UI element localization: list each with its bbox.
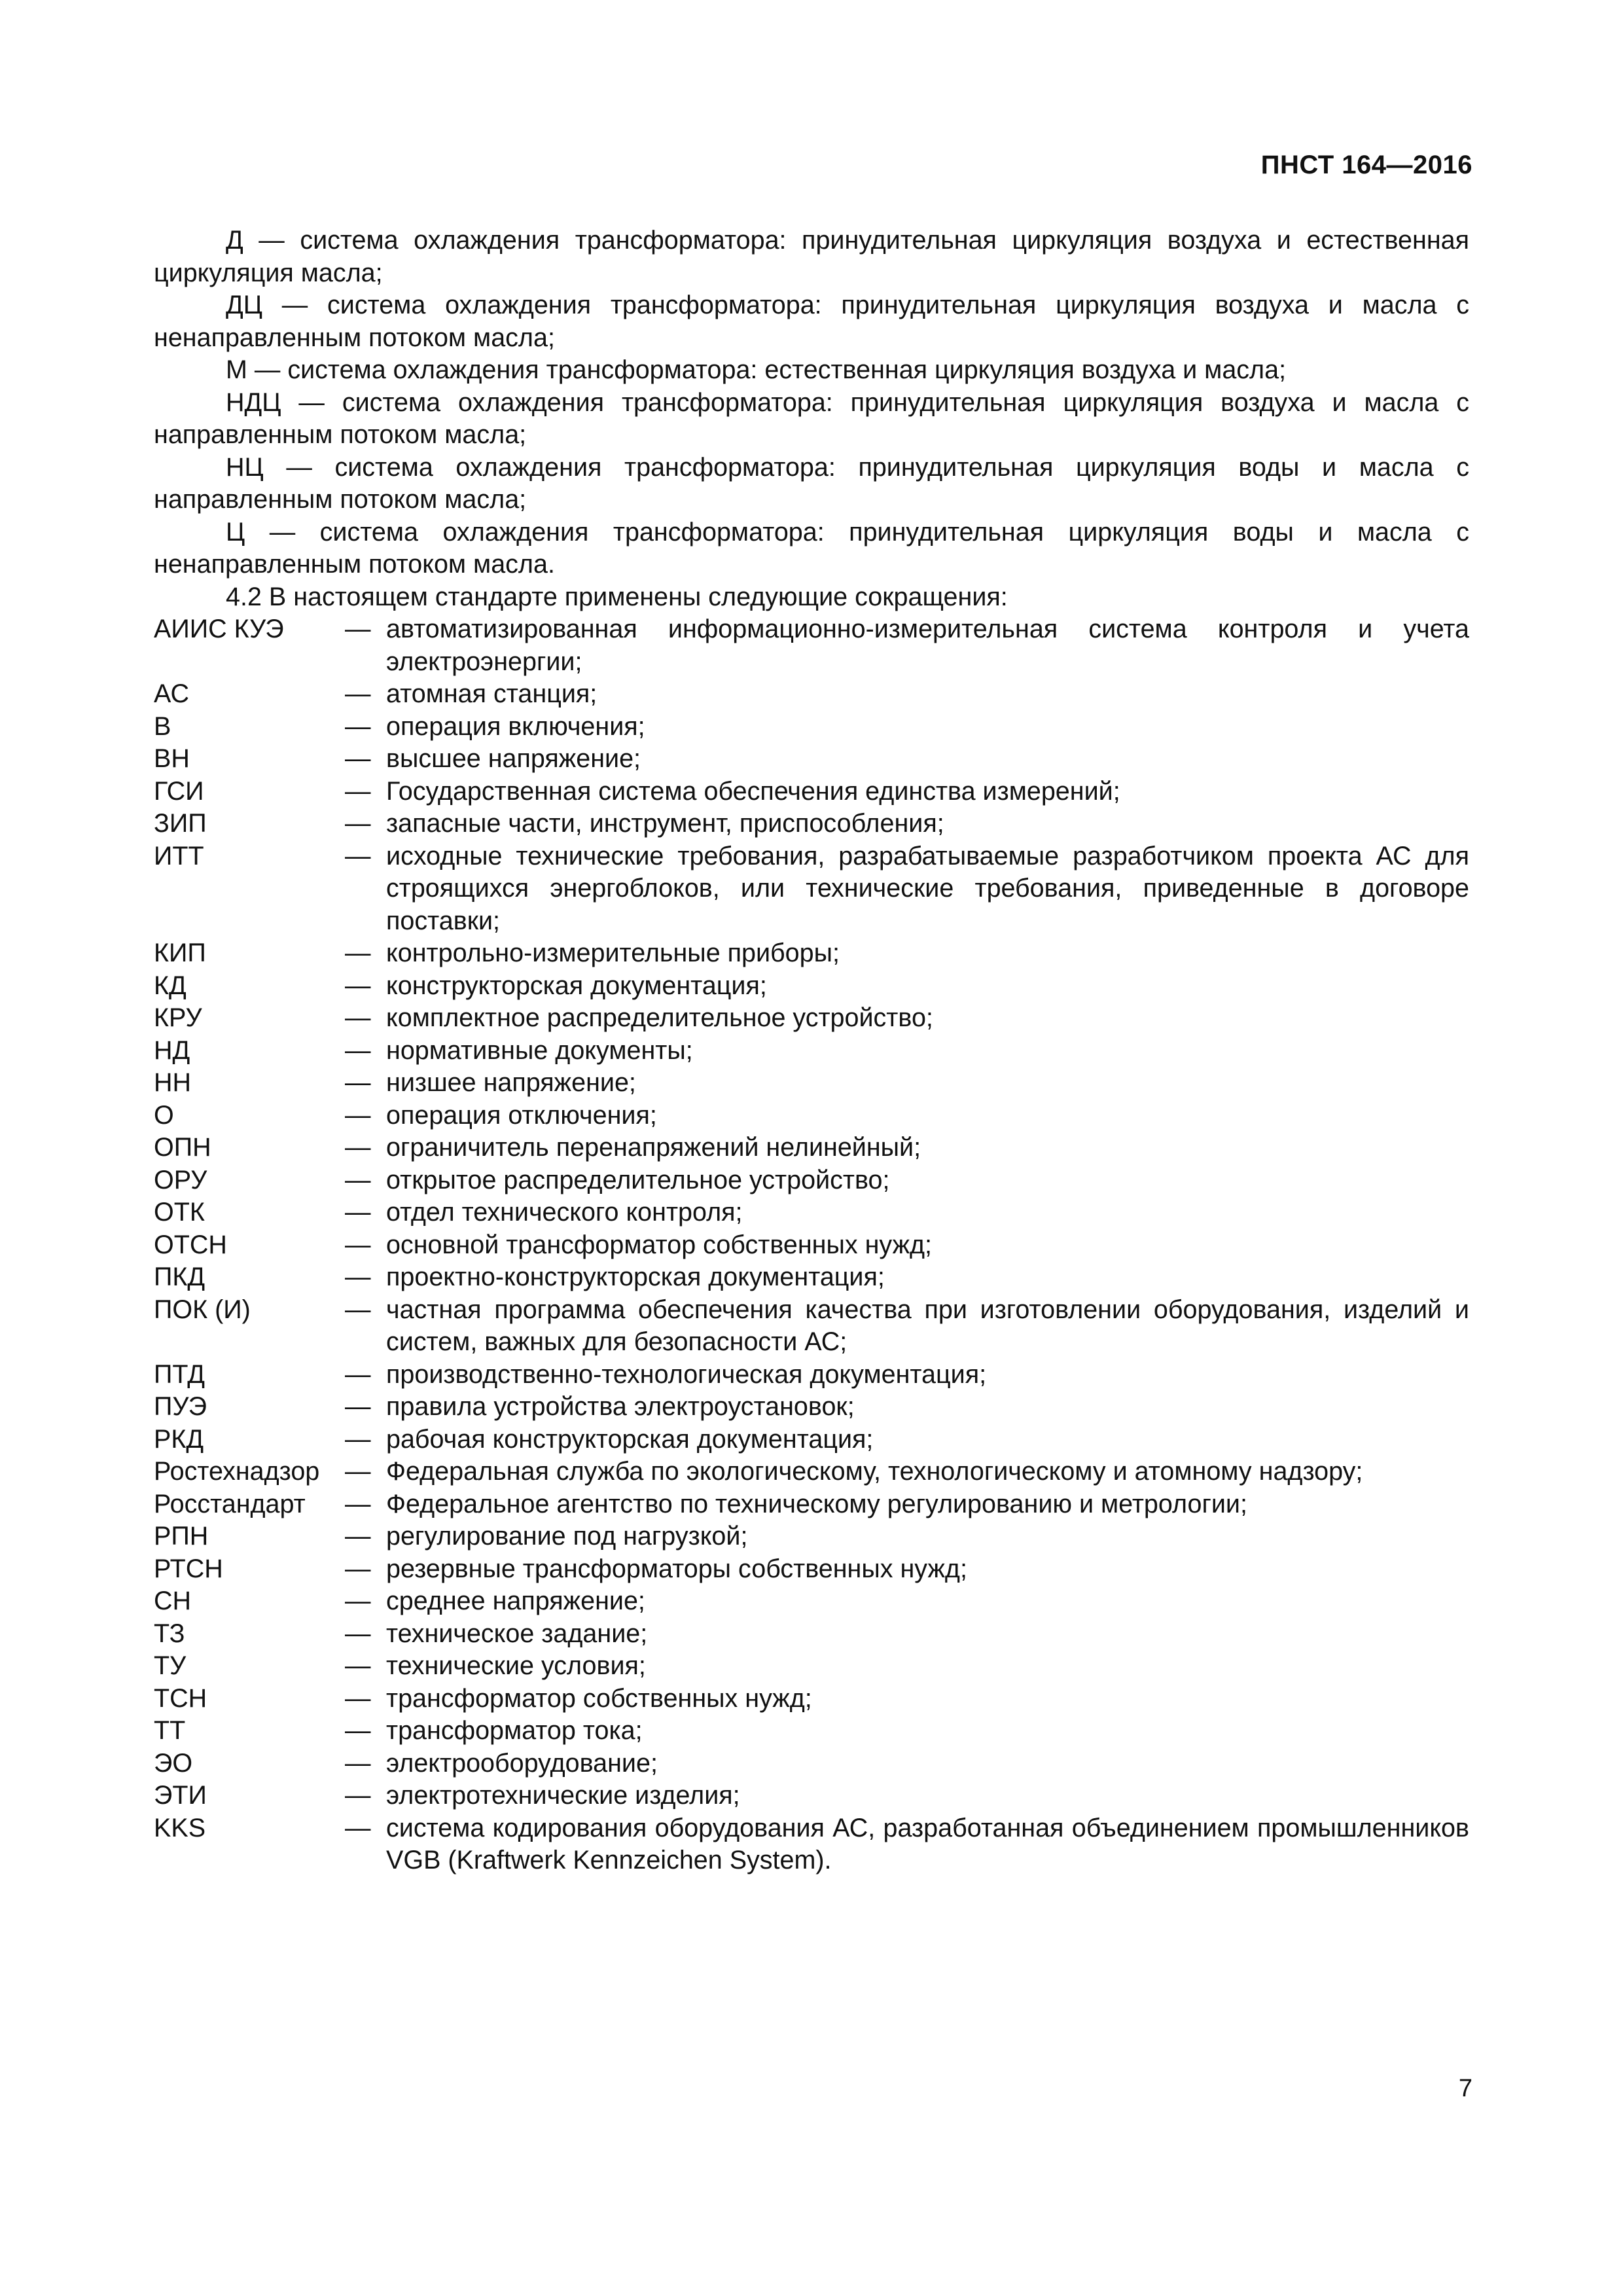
abbreviation-row xyxy=(154,1650,1469,1683)
abbreviation-description: высшее напряжение; xyxy=(386,744,641,773)
abbreviation-dash: — xyxy=(345,679,371,708)
abbreviation-term: НН xyxy=(154,1068,192,1097)
abbreviation-term: ОТСН xyxy=(154,1230,227,1259)
abbreviation-dash: — xyxy=(345,1392,371,1421)
abbreviation-dash: — xyxy=(345,1424,371,1454)
definitions-list xyxy=(154,224,1469,581)
abbreviation-term: ЭТИ xyxy=(154,1781,207,1810)
abbreviation-row xyxy=(154,1812,1469,1877)
abbreviation-row xyxy=(154,1715,1469,1748)
abbreviation-row xyxy=(154,937,1469,970)
abbreviation-description: контрольно-измерительные приборы; xyxy=(386,939,840,967)
abbreviation-row xyxy=(154,1618,1469,1651)
abbreviation-row xyxy=(154,1748,1469,1780)
abbreviation-dash: — xyxy=(345,711,371,741)
abbreviation-dash: — xyxy=(345,1198,371,1227)
abbreviation-description: исходные технические требования, разрабатываемые разработчиком проекта АС для строящихся энергоблоков, или технические требования, приведенные в договоре поставки; xyxy=(386,841,1469,935)
definition-paragraph: НЦ — система охлаждения трансформатора: принудительная циркуляция воды и масла с направленным потоком масла; xyxy=(154,452,1469,514)
abbreviation-term: В xyxy=(154,711,171,741)
abbreviation-description: электротехнические изделия; xyxy=(386,1781,740,1810)
abbreviation-term: ТЗ xyxy=(154,1619,185,1648)
abbreviation-dash: — xyxy=(345,1813,371,1842)
abbreviation-term: РКД xyxy=(154,1424,204,1454)
abbreviation-term: ПТД xyxy=(154,1359,205,1389)
abbreviation-row xyxy=(154,613,1469,678)
abbreviation-term: ОТК xyxy=(154,1198,205,1227)
abbreviations-list xyxy=(154,613,1469,1877)
abbreviation-dash: — xyxy=(345,1359,371,1389)
abbreviation-row xyxy=(154,1424,1469,1456)
abbreviation-term: ОРУ xyxy=(154,1165,207,1194)
abbreviation-term: ПКД xyxy=(154,1263,205,1291)
abbreviation-dash: — xyxy=(345,1587,371,1615)
abbreviation-term: НД xyxy=(154,1035,190,1065)
abbreviation-description: ограничитель перенапряжений нелинейный; xyxy=(386,1133,921,1162)
abbreviation-row xyxy=(154,1002,1469,1035)
abbreviation-dash: — xyxy=(345,1230,371,1259)
abbreviation-dash: — xyxy=(345,939,371,967)
abbreviation-row xyxy=(154,743,1469,776)
page-content xyxy=(154,224,1469,1877)
abbreviation-row xyxy=(154,1294,1469,1359)
abbreviation-term: О xyxy=(154,1100,174,1130)
abbreviation-row xyxy=(154,1683,1469,1715)
abbreviation-dash: — xyxy=(345,1716,371,1745)
abbreviation-dash: — xyxy=(345,971,371,1000)
abbreviation-row xyxy=(154,970,1469,1003)
abbreviation-row xyxy=(154,1132,1469,1164)
abbreviation-dash: — xyxy=(345,1035,371,1065)
abbreviation-term: ИТТ xyxy=(154,841,204,870)
abbreviation-description: конструкторская документация; xyxy=(386,971,767,1000)
abbreviation-description: проектно-конструкторская документация; xyxy=(386,1263,885,1291)
abbreviation-term: ГСИ xyxy=(154,776,204,806)
abbreviation-description: электрооборудование; xyxy=(386,1748,658,1778)
abbreviation-dash: — xyxy=(345,1100,371,1130)
abbreviation-dash: — xyxy=(345,1295,371,1324)
abbreviation-description: низшее напряжение; xyxy=(386,1068,636,1097)
abbreviation-term: КД xyxy=(154,971,187,1000)
abbreviation-term: АИИС КУЭ xyxy=(154,615,284,643)
definition-paragraph: НДЦ — система охлаждения трансформатора: принудительная циркуляция воздуха и масла с направленным потоком масла; xyxy=(154,387,1469,449)
abbreviation-description: комплектное распределительное устройство; xyxy=(386,1003,933,1032)
abbreviation-row xyxy=(154,1035,1469,1067)
abbreviation-row xyxy=(154,1196,1469,1229)
abbreviation-description: резервные трансформаторы собственных нужд; xyxy=(386,1554,967,1583)
definition-paragraph: М — система охлаждения трансформатора: естественная циркуляция воздуха и масла; xyxy=(226,355,1287,384)
abbreviation-row xyxy=(154,1553,1469,1586)
definition-paragraph: Д — система охлаждения трансформатора: принудительная циркуляция воздуха и естественная циркуляция масла; xyxy=(154,226,1469,287)
abbreviation-dash: — xyxy=(345,1003,371,1032)
abbreviation-dash: — xyxy=(345,1522,371,1551)
abbreviation-term: РТСН xyxy=(154,1554,223,1583)
abbreviation-description: Государственная система обеспечения единства измерений; xyxy=(386,776,1120,806)
abbreviation-row xyxy=(154,1164,1469,1197)
definition-paragraph: Ц — система охлаждения трансформатора: принудительная циркуляция воды и масла с ненаправленным потоком масла. xyxy=(154,517,1469,579)
abbreviation-row xyxy=(154,1067,1469,1100)
abbreviation-term: ТТ xyxy=(154,1716,186,1745)
abbreviation-row xyxy=(154,1585,1469,1618)
definition-paragraph: ДЦ — система охлаждения трансформатора: принудительная циркуляция воздуха и масла с ненаправленным потоком масла; xyxy=(154,291,1469,352)
abbreviation-description: производственно-технологическая документация; xyxy=(386,1359,987,1389)
abbreviation-term: КИП xyxy=(154,939,206,967)
page-number: 7 xyxy=(1458,2075,1472,2102)
abbreviation-term: РПН xyxy=(154,1522,209,1551)
abbreviation-term: ТСН xyxy=(154,1683,207,1713)
abbreviation-description: открытое распределительное устройство; xyxy=(386,1165,890,1194)
abbreviation-row xyxy=(154,1229,1469,1262)
abbreviation-description: отдел технического контроля; xyxy=(386,1198,743,1227)
abbreviation-description: запасные части, инструмент, приспособления; xyxy=(386,809,944,838)
section-intro: 4.2 В настоящем стандарте применены следующие сокращения: xyxy=(226,582,1008,611)
abbreviation-term: Ростехнадзор xyxy=(154,1457,320,1486)
abbreviation-row xyxy=(154,1488,1469,1521)
abbreviation-row xyxy=(154,711,1469,744)
abbreviation-row xyxy=(154,808,1469,840)
abbreviation-row xyxy=(154,840,1469,938)
abbreviation-dash: — xyxy=(345,1165,371,1194)
abbreviation-dash: — xyxy=(345,809,371,838)
abbreviation-description: правила устройства электроустановок; xyxy=(386,1392,855,1421)
abbreviation-row xyxy=(154,776,1469,808)
abbreviation-dash: — xyxy=(345,1133,371,1162)
abbreviation-dash: — xyxy=(345,1748,371,1778)
abbreviation-dash: — xyxy=(345,776,371,806)
abbreviation-dash: — xyxy=(345,1781,371,1810)
abbreviation-row xyxy=(154,1100,1469,1132)
abbreviation-dash: — xyxy=(345,1619,371,1648)
abbreviation-dash: — xyxy=(345,1554,371,1583)
abbreviation-term: Росстандарт xyxy=(154,1489,306,1518)
abbreviation-description: рабочая конструкторская документация; xyxy=(386,1424,874,1454)
abbreviation-description: трансформатор собственных нужд; xyxy=(386,1683,812,1713)
abbreviation-description: техническое задание; xyxy=(386,1619,648,1648)
abbreviation-row xyxy=(154,1391,1469,1424)
abbreviation-term: ЗИП xyxy=(154,809,207,838)
abbreviation-description: автоматизированная информационно-измерительная система контроля и учета электроэнергии; xyxy=(386,615,1469,676)
abbreviation-description: трансформатор тока; xyxy=(386,1716,643,1745)
abbreviation-row xyxy=(154,1359,1469,1391)
abbreviation-term: СН xyxy=(154,1587,192,1615)
abbreviation-dash: — xyxy=(345,841,371,870)
abbreviation-term: KKS xyxy=(154,1813,206,1842)
abbreviation-term: ВН xyxy=(154,744,190,773)
abbreviation-dash: — xyxy=(345,1683,371,1713)
abbreviation-dash: — xyxy=(345,1489,371,1518)
abbreviation-row xyxy=(154,1520,1469,1553)
abbreviation-description: технические условия; xyxy=(386,1651,646,1680)
abbreviation-dash: — xyxy=(345,1651,371,1680)
abbreviation-description: основной трансформатор собственных нужд; xyxy=(386,1230,933,1259)
abbreviation-row xyxy=(154,678,1469,711)
abbreviation-dash: — xyxy=(345,615,371,643)
abbreviation-term: ОПН xyxy=(154,1133,211,1162)
abbreviation-description: нормативные документы; xyxy=(386,1035,693,1065)
abbreviation-term: КРУ xyxy=(154,1003,202,1032)
abbreviation-term: ЭО xyxy=(154,1748,193,1778)
abbreviation-row xyxy=(154,1261,1469,1294)
abbreviation-description: Федеральная служба по экологическому, технологическому и атомному надзору; xyxy=(386,1457,1363,1486)
abbreviation-term: ПОК (И) xyxy=(154,1295,251,1324)
abbreviation-description: Федеральное агентство по техническому регулированию и метрологии; xyxy=(386,1489,1247,1518)
abbreviation-description: операция отключения; xyxy=(386,1100,657,1130)
abbreviation-dash: — xyxy=(345,744,371,773)
abbreviation-description: система кодирования оборудования АС, разработанная объединением промышленников VGB (Kraftwerk Kennzeichen System). xyxy=(386,1813,1469,1874)
abbreviation-term: ПУЭ xyxy=(154,1392,207,1421)
abbreviation-description: среднее напряжение; xyxy=(386,1587,645,1615)
abbreviation-row xyxy=(154,1456,1469,1488)
abbreviation-term: ТУ xyxy=(154,1651,187,1680)
abbreviation-dash: — xyxy=(345,1263,371,1291)
abbreviation-description: регулирование под нагрузкой; xyxy=(386,1522,748,1551)
document-code: ПНСТ 164—2016 xyxy=(1260,151,1472,179)
abbreviation-dash: — xyxy=(345,1068,371,1097)
abbreviation-description: частная программа обеспечения качества при изготовлении оборудования, изделий и систем, важных для безопасности АС; xyxy=(386,1295,1469,1356)
abbreviation-description: атомная станция; xyxy=(386,679,597,708)
abbreviation-dash: — xyxy=(345,1457,371,1486)
abbreviation-description: операция включения; xyxy=(386,711,645,741)
abbreviation-term: АС xyxy=(154,679,190,708)
abbreviation-row xyxy=(154,1780,1469,1812)
